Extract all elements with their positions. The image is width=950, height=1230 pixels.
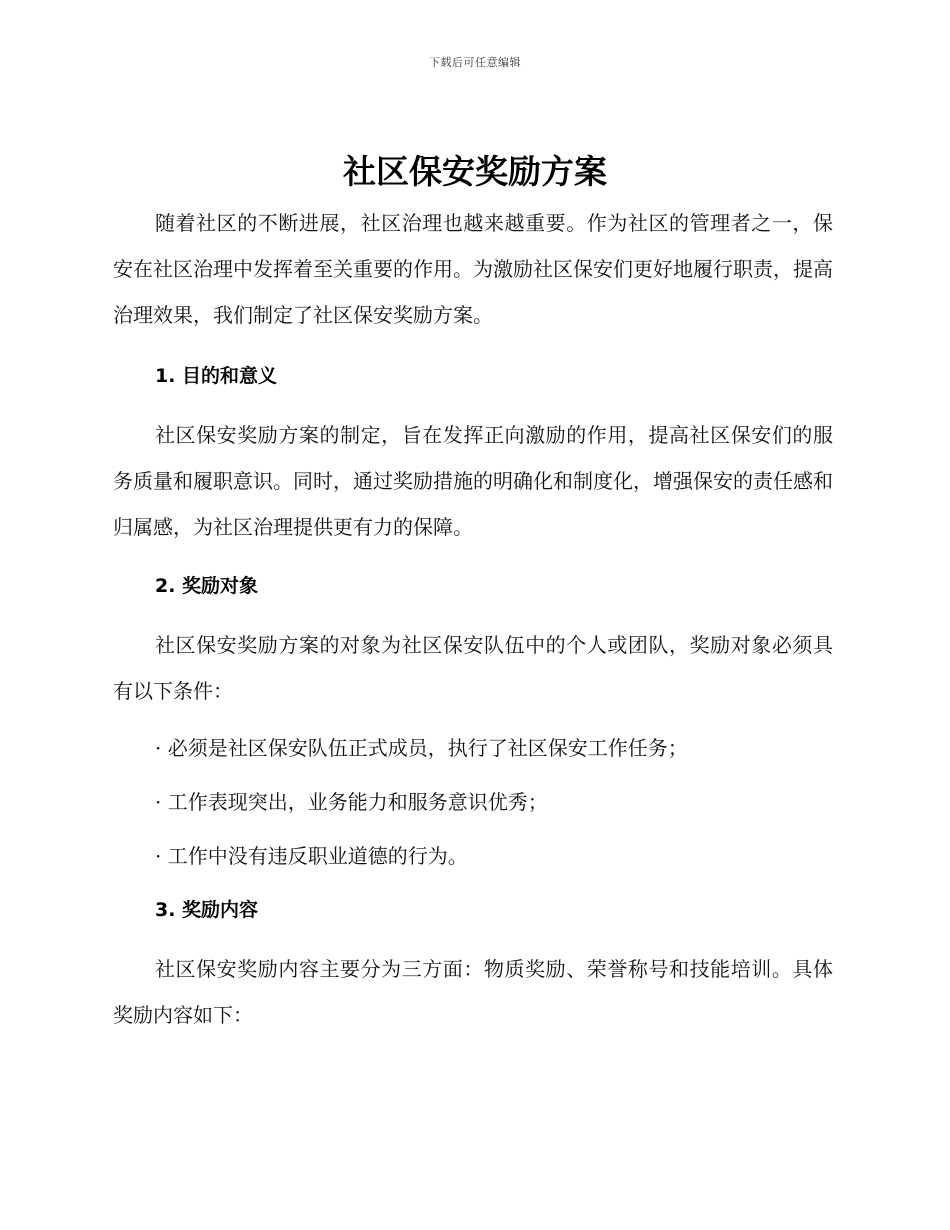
intro-paragraph: 随着社区的不断进展，社区治理也越来越重要。作为社区的管理者之一，保安在社区治理中发挥着至关重要的作用。为激励社区保安们更好地履行职责，提高治理效果，我们制定了社区保安奖励方案。 xyxy=(113,211,833,327)
section-heading-content: 3. 奖励内容 xyxy=(155,899,259,921)
document-title: 社区保安奖励方案 xyxy=(343,152,607,191)
eligibility-list xyxy=(113,734,833,870)
list-item: · 必须是社区保安队伍正式成员，执行了社区保安工作任务； xyxy=(155,736,688,760)
list-item: · 工作中没有违反职业道德的行为。 xyxy=(155,844,468,868)
section-heading-purpose: 1. 目的和意义 xyxy=(155,365,278,387)
section-heading-recipients: 2. 奖励对象 xyxy=(155,575,259,597)
header-note: 下载后可任意编辑 xyxy=(429,56,521,69)
section-paragraph-content: 社区保安奖励内容主要分为三方面：物质奖励、荣誉称号和技能培训。具体奖励内容如下： xyxy=(113,957,833,1027)
section-paragraph-purpose: 社区保安奖励方案的制定，旨在发挥正向激励的作用，提高社区保安们的服务质量和履职意识。同时，通过奖励措施的明确化和制度化，增强保安的责任感和归属感，为社区治理提供更有力的保障。 xyxy=(113,423,833,539)
document-body xyxy=(113,200,833,1038)
section-paragraph-recipients: 社区保安奖励方案的对象为社区保安队伍中的个人或团队，奖励对象必须具有以下条件： xyxy=(113,633,833,703)
list-item: · 工作表现突出，业务能力和服务意识优秀； xyxy=(155,790,548,814)
